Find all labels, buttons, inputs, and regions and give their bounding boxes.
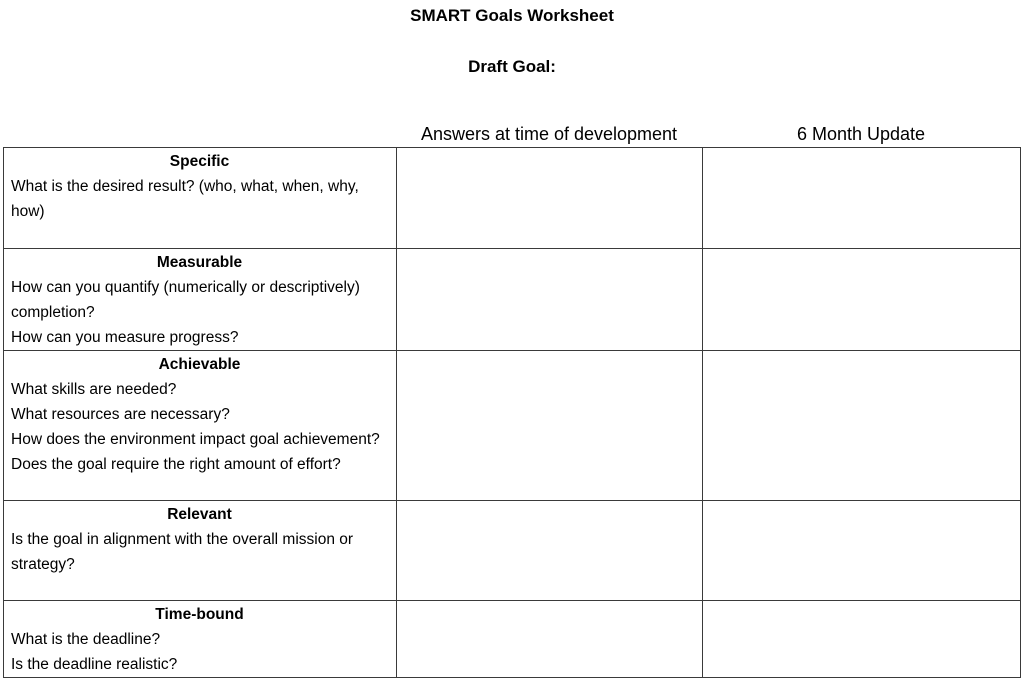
criteria-title: Time-bound bbox=[155, 606, 244, 623]
answer-cell-specific[interactable] bbox=[397, 148, 703, 249]
table-row-relevant bbox=[4, 501, 1021, 601]
update-cell-measurable[interactable] bbox=[703, 249, 1021, 351]
criteria-cell-achievable bbox=[4, 351, 397, 501]
update-cell-specific[interactable] bbox=[703, 148, 1021, 249]
answer-cell-time-bound[interactable] bbox=[397, 601, 703, 678]
table-row-achievable bbox=[4, 351, 1021, 501]
update-cell-time-bound[interactable] bbox=[703, 601, 1021, 678]
criteria-question: Is the deadline realistic? bbox=[11, 656, 178, 673]
criteria-question: What resources are necessary? bbox=[11, 406, 230, 423]
worksheet-title: SMART Goals Worksheet bbox=[410, 6, 614, 25]
criteria-title: Measurable bbox=[156, 254, 243, 271]
smart-goals-table bbox=[3, 147, 1021, 678]
criteria-title: Relevant bbox=[167, 506, 232, 523]
column-header-answers: Answers at time of development bbox=[420, 124, 678, 144]
table-row-specific bbox=[4, 148, 1021, 249]
column-header-update: 6 Month Update bbox=[796, 124, 926, 144]
answer-cell-achievable[interactable] bbox=[397, 351, 703, 501]
table-row-measurable bbox=[4, 249, 1021, 351]
answer-cell-relevant[interactable] bbox=[397, 501, 703, 601]
criteria-question: Is the goal in alignment with the overall mission or strategy? bbox=[11, 531, 354, 573]
criteria-question: What skills are needed? bbox=[11, 381, 177, 398]
criteria-title: Specific bbox=[169, 153, 230, 170]
criteria-question: How can you measure progress? bbox=[11, 329, 239, 346]
criteria-question: Does the goal require the right amount of effort? bbox=[11, 456, 341, 473]
update-cell-relevant[interactable] bbox=[703, 501, 1021, 601]
answer-cell-measurable[interactable] bbox=[397, 249, 703, 351]
criteria-question: How does the environment impact goal achievement? bbox=[11, 431, 380, 448]
criteria-question: What is the desired result? (who, what, when, why, how) bbox=[11, 178, 359, 220]
criteria-cell-time-bound bbox=[4, 601, 397, 678]
update-cell-achievable[interactable] bbox=[703, 351, 1021, 501]
table-row-time-bound bbox=[4, 601, 1021, 678]
criteria-question: What is the deadline? bbox=[11, 631, 161, 648]
criteria-cell-measurable bbox=[4, 249, 397, 351]
criteria-question: How can you quantify (numerically or descriptively) completion? bbox=[11, 279, 360, 321]
criteria-cell-relevant bbox=[4, 501, 397, 601]
draft-goal-label: Draft Goal: bbox=[468, 57, 556, 76]
criteria-cell-specific bbox=[4, 148, 397, 249]
criteria-title: Achievable bbox=[158, 356, 241, 373]
